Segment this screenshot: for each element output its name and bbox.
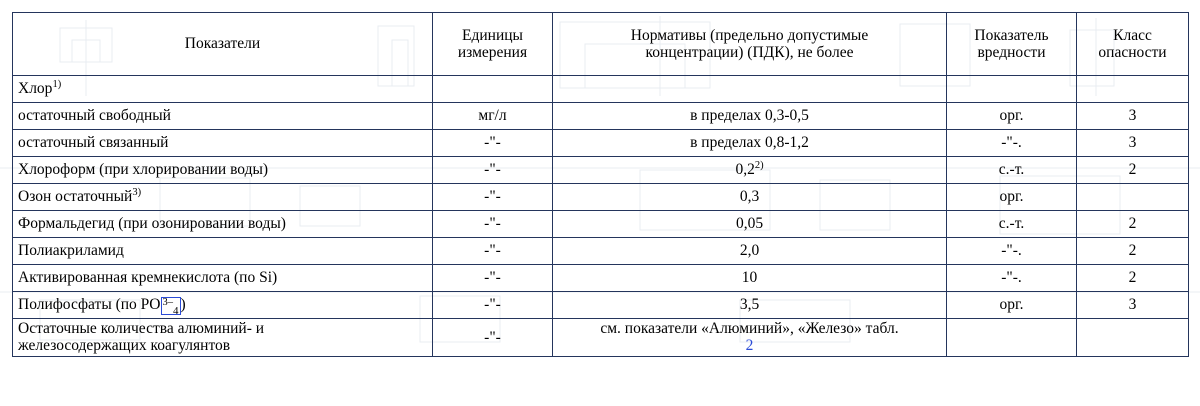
table-row [13,265,1189,292]
cell-harm [947,319,1077,357]
cell-units: -"- [433,157,553,184]
cell-indicator: Полифосфаты (по PO $^{3-}_4$ ) [13,292,433,319]
table-header [13,13,1189,76]
cell-indicator: Озон остаточный$^{3)}$ [13,184,433,211]
table-row [13,238,1189,265]
cell-norm: в пределах 0,3-0,5 [553,103,947,130]
cell-class [1077,76,1189,103]
cell-class: 3 [1077,292,1189,319]
header-hazard-class: Класс опасности [1077,13,1189,76]
cell-indicator: остаточный связанный [13,130,433,157]
cell-harm: орг. [947,292,1077,319]
cell-indicator: Остаточные количества алюминий- и железосодержащих коагулянтов [13,319,433,357]
cell-harm: с.-т. [947,211,1077,238]
cell-norm: 10 [553,265,947,292]
cell-units: -"- [433,319,553,357]
cell-class: 2 [1077,238,1189,265]
cell-class: 2 [1077,211,1189,238]
table-row [13,76,1189,103]
cell-norm: 0,3 [553,184,947,211]
cell-harm: -"-. [947,265,1077,292]
header-indicators: Показатели [13,13,433,76]
cell-class: 2 [1077,157,1189,184]
cell-indicator: остаточный свободный [13,103,433,130]
cell-harm: орг. [947,103,1077,130]
water-quality-table [12,12,1189,357]
cell-indicator: Хлороформ (при хлорировании воды) [13,157,433,184]
cell-class: 2 [1077,265,1189,292]
header-harmfulness: Показатель вредности [947,13,1077,76]
cell-norm: 2,0 [553,238,947,265]
cell-indicator: Полиакриламид [13,238,433,265]
cell-units [433,76,553,103]
table-row [13,157,1189,184]
cell-class [1077,319,1189,357]
phosphate-formula: $^{3-}_4$ ) [162,296,186,318]
cell-harm: с.-т. [947,157,1077,184]
cell-indicator: Активированная кремнекислота (по Si) [13,265,433,292]
cell-units: мг/л [433,103,553,130]
table-container [12,12,1188,357]
cell-harm [947,76,1077,103]
cell-units: -"- [433,265,553,292]
cell-indicator: Хлор$^{1)}$ [13,76,433,103]
cell-class [1077,184,1189,211]
table-row [13,292,1189,319]
table-reference-link[interactable]: 2 [745,337,754,355]
cell-units: -"- [433,292,553,319]
cell-norm [553,76,947,103]
cell-units: -"- [433,211,553,238]
footnote-marker: 3) [132,187,142,199]
cell-class: 3 [1077,130,1189,157]
cell-harm: -"-. [947,238,1077,265]
header-norms: Нормативы (предельно допустимые концентрации) (ПДК), не более [553,13,947,76]
table-row [13,211,1189,238]
cell-units: -"- [433,130,553,157]
cell-norm: в пределах 0,8-1,2 [553,130,947,157]
header-row [13,13,1189,76]
table-body [13,76,1189,357]
table-row [13,184,1189,211]
formula-box: $^{3-}_4$ [162,297,179,318]
header-units: Единицы измерения [433,13,553,76]
cell-harm: орг. [947,184,1077,211]
table-row [13,319,1189,357]
cell-norm: 3,5 [553,292,947,319]
cell-class: 3 [1077,103,1189,130]
footnote-marker: 2) [754,160,764,172]
cell-units: -"- [433,184,553,211]
cell-harm: -"-. [947,130,1077,157]
cell-norm: см. показатели «Алюминий», «Железо» табл. 2 [553,319,947,357]
table-row [13,103,1189,130]
cell-norm: 0,2$^{2)}$ [553,157,947,184]
cell-units: -"- [433,238,553,265]
footnote-marker: 1) [52,79,62,91]
table-row [13,130,1189,157]
cell-indicator: Формальдегид (при озонировании воды) [13,211,433,238]
cell-norm: 0,05 [553,211,947,238]
